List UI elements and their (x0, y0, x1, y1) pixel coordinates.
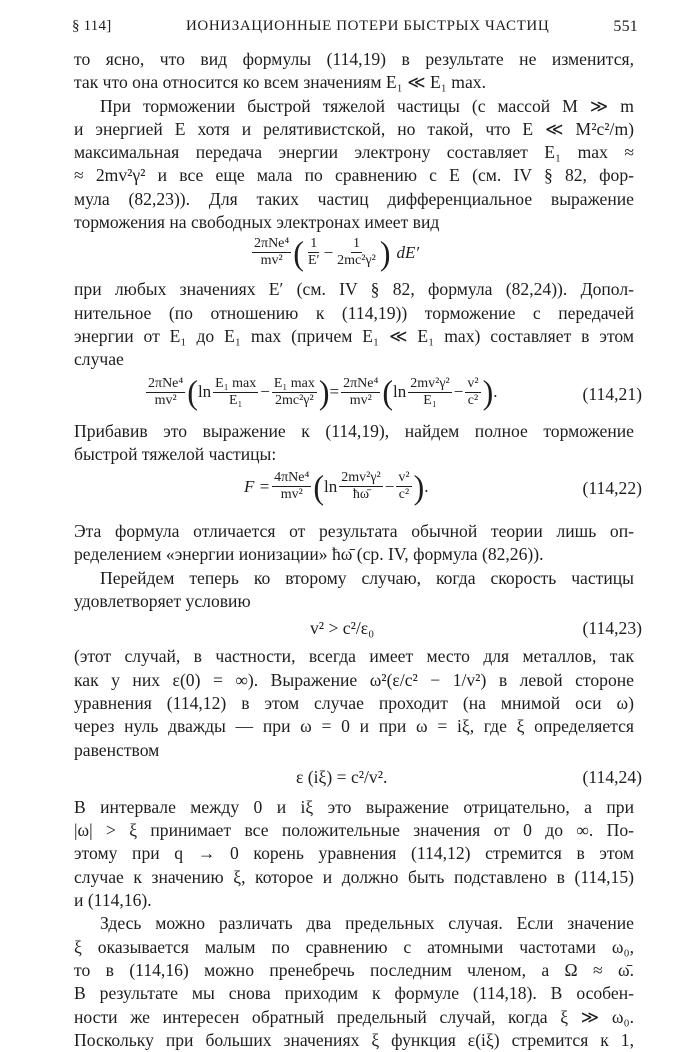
paragraph-8 (74, 796, 634, 912)
equation-114-24 (74, 762, 642, 794)
text-line: мула (82,23)). Для таких частиц дифференциальное выражение (74, 188, 634, 209)
paragraph-2 (74, 95, 634, 235)
text-line: через нуль дважды — при ω = 0 и при ω = iξ, где ξ определяется (74, 716, 634, 737)
header-section: § 114] (72, 18, 112, 34)
equation-114-23 (74, 613, 642, 645)
equation-114-22 (74, 466, 642, 516)
text-line: нительное (по отношению к (114,19)) торможение с передачей (74, 302, 634, 323)
equation-dE (74, 234, 634, 278)
formula-body: v² > c²/ε₀ (310, 618, 375, 639)
equation-114-21 (74, 372, 642, 420)
text-line: Здесь можно различать два предельных случая. Если значение (100, 913, 634, 934)
text-line: При торможении быстрой тяжелой частицы (с массой M ≫ m (100, 95, 634, 116)
text-line: торможения на свободных электронах имеет вид (74, 212, 440, 233)
equation-number: (114,23) (582, 618, 642, 639)
formula-body: F = $\frac{\text{4πNe⁴}}{\text{mv²}}$ ( ln $\frac{\text{2mv²γ²}}{ħ\omegā}$ − $\frac{\text{v²}}{\text{c²}}$ ) . (244, 467, 429, 506)
paragraph-6 (74, 567, 634, 614)
paragraph-5 (74, 520, 634, 567)
text-line: ределением «энергии ионизации» ħω̄ (ср. IV, формула (82,26)). (74, 544, 544, 565)
book-page (72, 18, 642, 1052)
text-line: уравнения (114,12) в этом случае проходит (на мнимой оси ω) (74, 692, 634, 713)
page-number: 551 (613, 18, 638, 35)
text-line: (этот случай, в частности, всегда имеет место для металлов, так (74, 646, 634, 667)
text-line: |ω| > ξ принимает все положительные значения от 0 до ∞. По- (74, 820, 634, 841)
text-line: ности же интересен обратный предельный случай, когда ξ ≫ ω₀. (74, 1006, 634, 1027)
text-line: удовлетворяет условию (74, 591, 251, 612)
text-line: случае (74, 349, 124, 370)
paragraph-7 (74, 645, 634, 761)
text-line: Эта формула отличается от результата обычной теории лишь оп- (74, 521, 634, 542)
header-title: ИОНИЗАЦИОННЫЕ ПОТЕРИ БЫСТРЫХ ЧАСТИЦ (186, 18, 550, 34)
text-line: и (114,16). (74, 890, 152, 911)
text-line: то в (114,16) можно пренебречь последним членом, а Ω ≈ ω̄. (74, 959, 634, 980)
text-line: то ясно, что вид формулы (114,19) в результате не изменится, (74, 49, 634, 69)
formula-body: $\frac{\text{2πNe⁴}}{\text{mv²}}$ ( $\frac{1}{E'}$ − $\frac{1}{\text{2mc²γ²}}$ ) dE′ (254, 233, 420, 272)
text-line: как у них ε(0) = ∞). Выражение ω²(ε/c² − 1/v²) в левой стороне (74, 669, 634, 690)
text-line: Прибавив это выражение к (114,19), найдем полное торможение (74, 420, 634, 441)
paragraph-4 (74, 420, 634, 467)
text-line: энергии от E₁ до E₁ max (причем E₁ ≪ E₁ max) составляет в этом (74, 325, 634, 346)
paragraph-3 (74, 278, 634, 371)
equation-number: (114,24) (582, 766, 642, 787)
fraction: $\frac{\text{2πNe⁴}}{\text{mv²}}$ (254, 236, 290, 269)
fraction: $\frac{1}{E'}$ (307, 236, 320, 269)
text-line: равенством (74, 739, 160, 760)
paragraph-1 (74, 48, 634, 95)
formula-body: ε (iξ) = c²/v². (296, 766, 388, 787)
fraction: $\frac{1}{\text{2mc²γ²}}$ (337, 236, 376, 269)
text-line: ξ оказывается малым по сравнению с атомными частотами ω₀, (74, 936, 634, 957)
text-line: В результате мы снова приходим к формуле (114,18). В особен- (74, 983, 634, 1004)
text-line: так что она относится ко всем значениям E₁ ≪ E₁ max. (74, 72, 486, 93)
paragraph-9 (74, 912, 634, 1052)
running-header (72, 18, 638, 48)
text-line: ≈ 2mv²γ² и все еще мала по сравнению с E (см. IV § 82, фор- (74, 165, 634, 186)
text-line: при любых значениях E′ (см. IV § 82, формула (82,24)). Допол- (74, 279, 634, 300)
text-line: случае к значению ξ, которое и должно быть подставлено в (114,15) (74, 866, 634, 887)
formula-body: $\frac{\text{2πNe⁴}}{\text{mv²}}$ ( ln $\frac{\text{E₁ max}}{\text{E₁}}$ − $\frac{\text{E₁ max}}{\text{2mc²γ²}}$ ) = $\frac{\text{2πNe⁴}}{\text{mv²}}$ ( ln $\frac{\text{2mv²γ²}}{\text{E₁}}$ − $\frac{\text{v²}}{\text{c²}}$ ) . (148, 373, 498, 411)
text-line: этому при q → 0 корень уравнения (114,12) стремится в этом (74, 843, 634, 864)
equation-number: (114,21) (582, 383, 642, 404)
text-line: максимальная передача энергии электрону составляет E₁ max ≈ (74, 142, 634, 163)
equation-number: (114,22) (582, 478, 642, 499)
text-line: В интервале между 0 и iξ это выражение отрицательно, а при (74, 796, 634, 817)
text-line: и энергией E хотя и релятивистской, но такой, что E ≪ M²c²/m) (74, 118, 634, 139)
text-line: Перейдем теперь ко второму случаю, когда скорость частицы (100, 567, 634, 588)
text-line: быстрой тяжелой частицы: (74, 443, 277, 464)
text-line: Поскольку при больших значениях ξ функция ε(iξ) стремится к 1, (74, 1029, 634, 1050)
